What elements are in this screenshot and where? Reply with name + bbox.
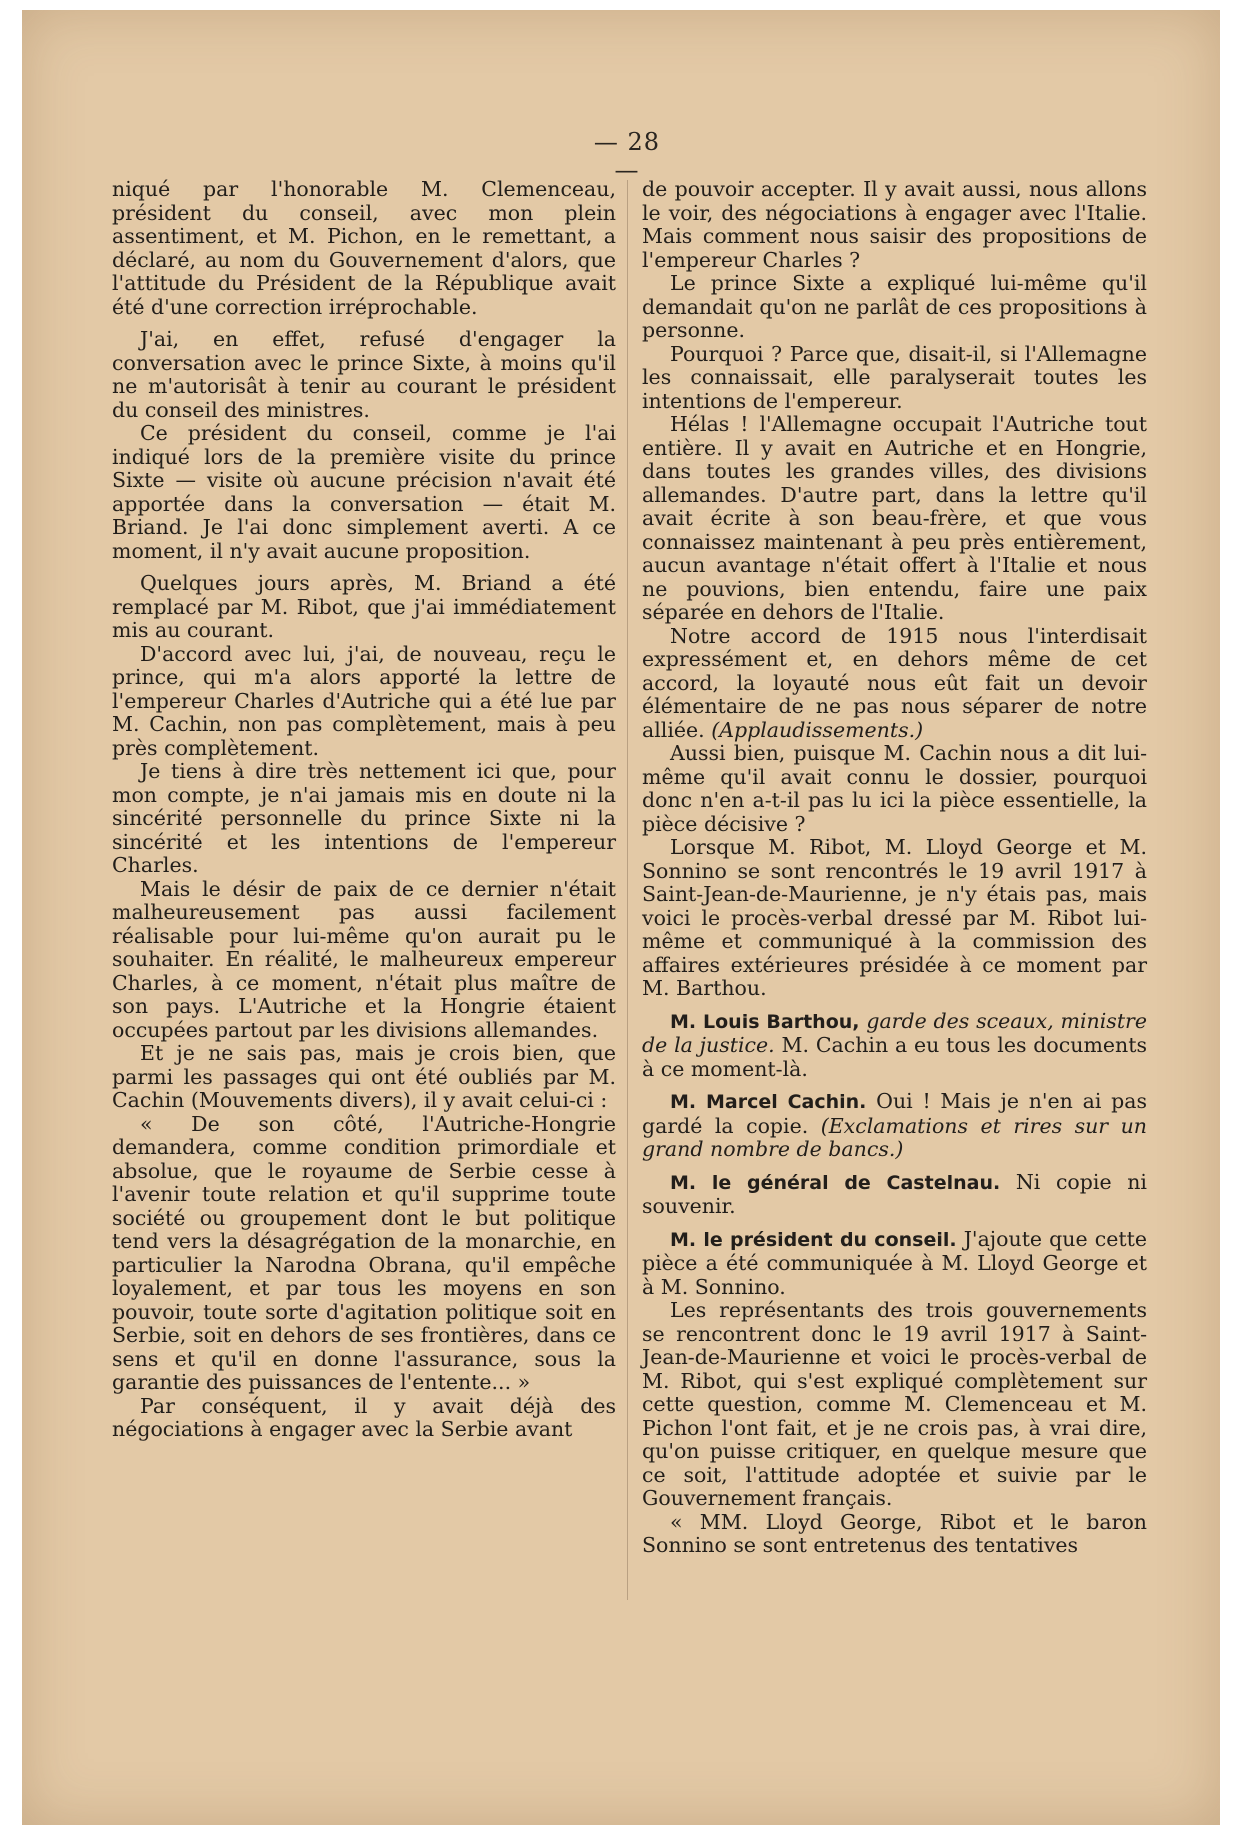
column-divider [627,180,628,1600]
speech-entry [642,1090,1147,1162]
speaker-name: M. le général de Castelnau. [670,1171,1001,1194]
paragraph: D'accord avec lui, j'ai, de nouveau, reçu le prince, qui m'a alors apporté la lettre de l'empereur Charles d'Autriche qui a été lue par M. Cachin, non pas complètement, mais à peu près complètement. [112,641,616,760]
speech-text: M. Cachin a eu tous les documents à ce moment-là. [642,1033,1147,1081]
speech-entry [642,1228,1147,1300]
paragraph [642,625,1147,743]
speaker-name: M. Marcel Cachin. [670,1091,867,1113]
speech-text: Oui ! Mais je n'en ai pas gardé la copie. [642,1089,1147,1138]
speech-text: Ni copie ni souvenir. [642,1169,1147,1218]
paper-sheet [22,10,1220,1825]
quotation: « MM. Lloyd George, Ribot et le baron Sonnino se sont entretenus des tentatives [642,1509,1147,1557]
quotation: « De son côté, l'Autriche-Hongrie demandera, comme condition primordiale et absolue, que le royaume de Serbie cesse à l'avenir toute relation et qu'il supprime toute société ou groupement dont le but politique tend vers la désagrégation de la monarchie, en particulier la Narodna Obrana, qu'il empêche loyalement, et par tous les moyens en son pouvoir, toute sorte d'agitation politique soit en Serbie, soit en dehors de ses frontières, dans ce sens et qu'il en donne l'assurance, sous la garantie des puissances de l'entente... » [112,1111,616,1394]
paragraph: Hélas ! l'Allemagne occupait l'Autriche tout entière. Il y avait en Autriche et en Hongrie, dans toutes les grandes villes, des divisions allemandes. D'autre part, dans la lettre qu'il avait écrite à son beau-frère, et que vous connaissez maintenant à peu près entièrement, aucun avantage n'était offert à l'Italie et nous ne pouvions, bien entendu, faire une paix séparée en dehors de l'Italie. [642,412,1147,624]
paragraph: Aussi bien, puisque M. Cachin nous a dit lui-même qu'il avait connu le dossier, pourquoi donc n'en a-t-il pas lu ici la pièce essentielle, la pièce décisive ? [642,741,1147,836]
paragraph: Et je ne sais pas, mais je crois bien, que parmi les passages qui ont été oubliés par M. Cachin (Mouvements divers), il y avait celui-ci : [112,1041,616,1112]
right-column [642,178,1147,1558]
paragraph: Pourquoi ? Parce que, disait-il, si l'Allemagne les connaissait, elle paralyserait toutes les intentions de l'empereur. [642,341,1147,413]
left-column [112,178,616,1442]
reaction-note: (Exclamations et rires sur un grand nombre de bancs.) [642,1113,1147,1161]
paragraph: Lorsque M. Ribot, M. Lloyd George et M. Sonnino se sont rencontrés le 19 avril 1917 à Saint-Jean-de-Maurienne, je n'y étais pas, mais voici le procès-verbal dressé par M. Ribot lui-même et communiqué à la commission des affaires extérieures présidée à ce moment par M. Barthou. [642,835,1147,1000]
speaker-name: M. le président du conseil. [670,1228,957,1251]
paragraph: Mais le désir de paix de ce dernier n'était malheureusement pas aussi facilement réalisable pour lui-même qu'on aurait pu le souhaiter. En réalité, le malheureux empereur Charles, à ce moment, n'était plus maître de son pays. L'Autriche et la Hongrie étaient occupées partout par les divisions allemandes. [112,876,616,1042]
paragraph: Les représentants des trois gouvernements se rencontrent donc le 19 avril 1917 à Saint-Jean-de-Maurienne et voici le procès-verbal de M. Ribot, qui s'est expliqué complètement sur cette question, comme M. Clemenceau et M. Pichon l'ont fait, et je ne crois pas, à vrai dire, qu'on puisse critiquer, en quelque mesure que ce soit, l'attitude adoptée et suivie par le Gouvernement français. [642,1298,1147,1510]
page-number: — 28 — [593,128,661,184]
paragraph-text: Notre accord de 1915 nous l'interdisait expressément et, en dehors même de cet accord, la loyauté nous eût fait un devoir élémentaire de ne pas nous séparer de notre alliée. [642,623,1147,742]
paragraph: Quelques jours après, M. Briand a été remplacé par M. Ribot, que j'ai immédiatement mis au courant. [112,571,616,642]
paragraph: Le prince Sixte a expliqué lui-même qu'il demandait qu'on ne parlât de ces propositions à personne. [642,271,1147,342]
speaker-title: garde des sceaux, ministre de la justice. [642,1008,1147,1057]
speech-text: J'ajoute que cette pièce a été communiquée à M. Lloyd George et à M. Sonnino. [642,1226,1147,1299]
speaker-name: M. Louis Barthou, [670,1010,860,1033]
paragraph: Par conséquent, il y avait déjà des négociations à engager avec la Serbie avant [112,1393,616,1441]
speech-entry [642,1010,1147,1082]
paragraph: Je tiens à dire très nettement ici que, pour mon compte, je n'ai jamais mis en doute ni la sincérité personnelle du prince Sixte ni la sincérité et les intentions de l'empereur Charles. [112,759,616,877]
paragraph: Ce président du conseil, comme je l'ai indiqué lors de la première visite du prince Sixte — visite où aucune précision n'avait été apportée dans la conversation — était M. Briand. Je l'ai donc simplement averti. A ce moment, il n'y avait aucune proposition. [112,421,616,563]
paragraph: J'ai, en effet, refusé d'engager la conversation avec le prince Sixte, à moins qu'il ne m'autorisât à tenir au courant le président du conseil des ministres. [112,327,616,422]
paragraph: de pouvoir accepter. Il y avait aussi, nous allons le voir, des négociations à engager avec l'Italie. Mais comment nous saisir des propositions de l'empereur Charles ? [642,177,1147,272]
applause-note: (Applaudissements.) [711,717,924,742]
paragraph: niqué par l'honorable M. Clemenceau, président du conseil, avec mon plein assentiment, et M. Pichon, en le remettant, a déclaré, au nom du Gouvernement d'alors, que l'attitude du Président de la République avait été d'une correction irréprochable. [112,177,616,319]
speech-entry [642,1171,1147,1219]
